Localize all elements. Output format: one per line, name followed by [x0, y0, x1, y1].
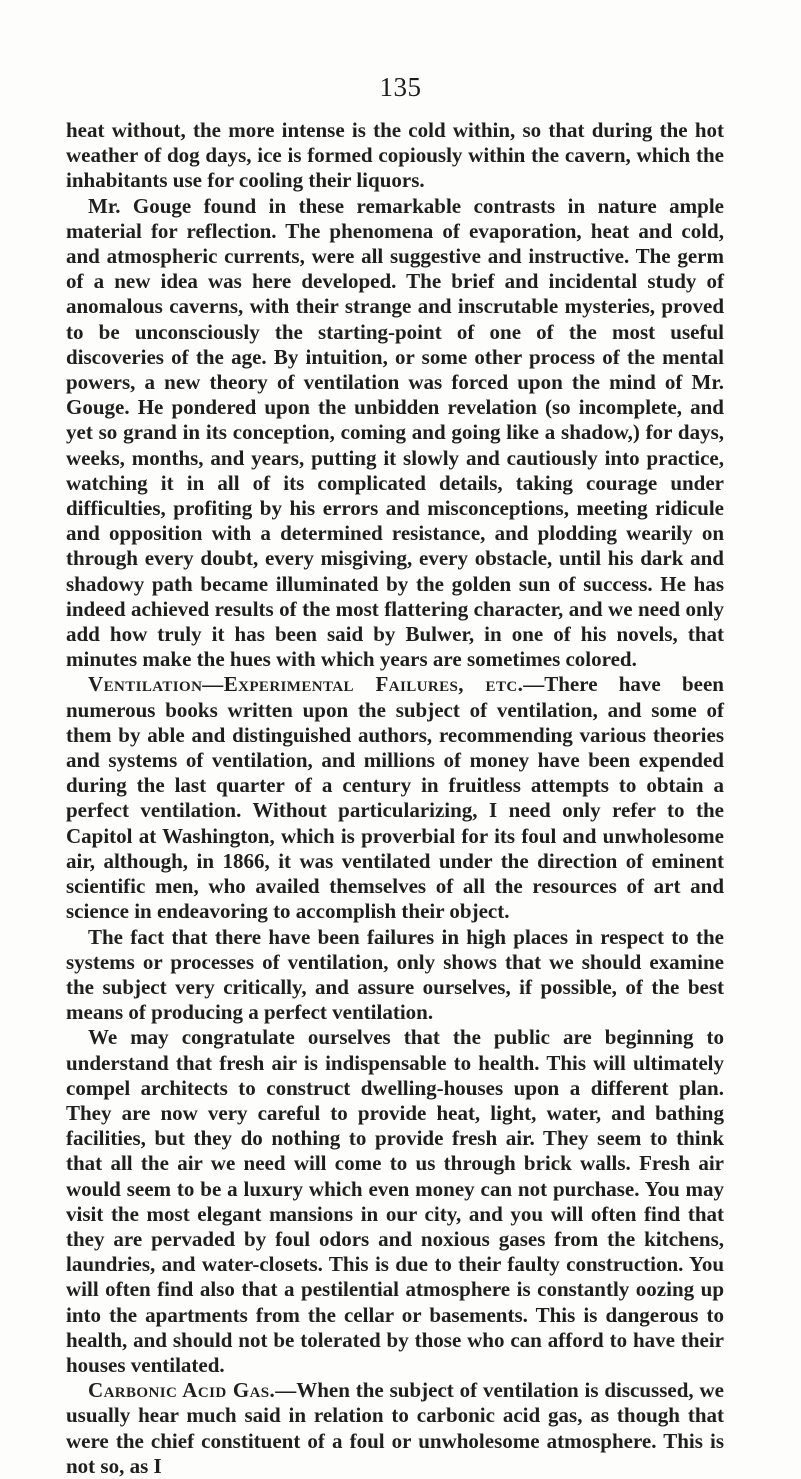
paragraph-mr-gouge: Mr. Gouge found in these remarkable contrasts in nature ample material for reflection. The phenomena of evaporation, heat and cold, and atmospheric currents, were all suggestive and instructive. The germ of a new idea was here developed. The brief and incidental study of anomalous caverns, with their strange and inscrutable mysteries, proved to be unconsciously the starting-point of one of the most useful discoveries of the age. By intuition, or some other process of the mental powers, a new theory of ventilation was forced upon the mind of Mr. Gouge. He pondered upon the unbidden revelation (so incomplete, and yet so grand in its conception, coming and going like a shadow,) for days, weeks, months, and years, putting it slowly and cautiously into practice, watching it in all of its complicated details, taking courage under difficulties, profiting by his errors and misconceptions, meeting ridicule and opposition with a determined resistance, and plodding wearily on through every doubt, every misgiving, every obstacle, until his dark and shadowy path became illuminated by the golden sun of success. He has indeed achieved results of the most flattering character, and we need only add how truly it has been said by Bulwer, in one of his novels, that minutes make the hues with which years are sometimes colored.: [66, 193, 724, 672]
page-number: 135: [379, 72, 422, 102]
paragraph-ventilation-failures-text: —There have been numerous books written upon the subject of ventilation, and some of them by able and distinguished authors, recommending various theories and systems of ventilation, and millions of money have been expended during the last quarter of a century in fruitless attempts to obtain a perfect ventilation. Without particularizing, I need only refer to the Capitol at Washington, which is proverbial for its foul and unwholesome air, although, in 1866, it was ventilated under the direction of eminent scientific men, who availed themselves of all the resources of art and science in endeavoring to accomplish their object.: [66, 672, 724, 924]
paragraph-carbonic-acid-text: —When the subject of ventilation is discussed, we usually hear much said in relation to carbonic acid gas, as though that were the chief constituent of a foul or unwholesome atmosphere. This is not so, as I: [66, 1378, 724, 1478]
paragraph-ventilation-failures: [66, 672, 724, 924]
paragraph-cavern-ice: heat without, the more intense is the cold within, so that during the hot weather of dog days, ice is formed copiously within the cavern, which the inhabitants use for cooling their liquors.: [66, 118, 724, 193]
section-heading-carbonic-acid-gas: Carbonic Acid Gas.: [88, 1378, 276, 1403]
paragraph-carbonic-acid: [66, 1378, 724, 1479]
paragraph-fresh-air: We may congratulate ourselves that the public are beginning to understand that fresh air is indispensable to health. This will ultimately compel architects to construct dwelling-houses upon a different plan. They are now very careful to provide heat, light, water, and bathing facilities, but they do nothing to provide fresh air. They seem to think that all the air we need will come to us through brick walls. Fresh air would seem to be a luxury which even money can not purchase. You may visit the most elegant mansions in our city, and you will often find that they are pervaded by foul odors and noxious gases from the kitchens, laundries, and water-closets. This is due to their faulty construction. You will often find also that a pestilential atmosphere is constantly oozing up into the apartments from the cellar or basements. This is dangerous to health, and should not be tolerated by those who can afford to have their houses ventilated.: [66, 1025, 724, 1377]
body-text: [66, 118, 724, 1479]
paragraph-high-places: The fact that there have been failures in high places in respect to the systems or processes of ventilation, only shows that we should examine the subject very critically, and assure ourselves, if possible, of the best means of producing a perfect ventilation.: [66, 924, 724, 1025]
section-heading-ventilation-failures: Ventilation—Experimental Failures, etc.: [88, 672, 524, 697]
